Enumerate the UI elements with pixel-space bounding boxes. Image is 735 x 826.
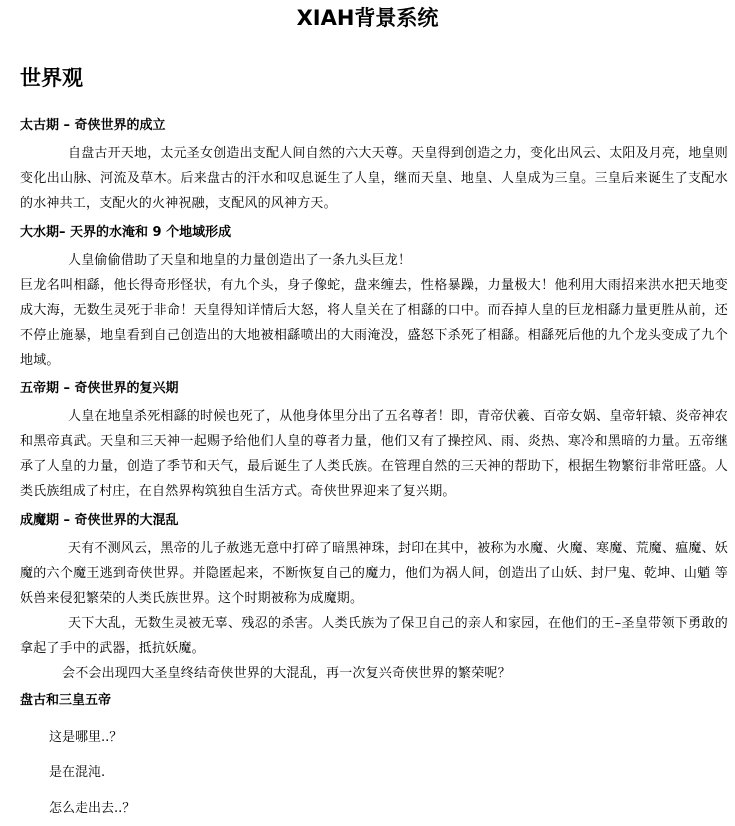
document-title: XIAH背景系统 [296,6,439,30]
paragraph: 自盘古开天地，太元圣女创造出支配人间自然的六大天尊。天皇得到创造之力，变化出风云、太阳及月亮，地皇则变化出山脉、河流及草木。后来盘古的汗水和叹息诞生了人皇，继而天皇、地皇、人皇成为三皇。三皇后来诞生了支配水的水神共工，支配火的火神祝融，支配风的风神方天。 [20,146,729,211]
dialog-line: 怎么走出去..？ [49,801,136,816]
paragraph: 会不会出现四大圣皇终结奇侠世界的大混乱，再一次复兴奇侠世界的繁荣呢？ [62,666,511,681]
dialog-line: 这是哪里..？ [49,730,123,745]
paragraph: 天下大乱，无数生灵被无辜、残忍的杀害。人类氏族为了保卫自己的亲人和家园，在他们的王–圣皇带领下勇敢的拿起了手中的武器，抵抗妖魔。 [20,616,728,656]
dialog-line: 是在混沌. [49,765,106,780]
section-flood-period [20,224,728,373]
section-pangu-three-sovereigns [20,692,728,716]
paragraph: 天有不测风云，黑帝的儿子赦逃无意中打碎了暗黑神珠，封印在其中，被称为水魔、火魔、寒魔、荒魔、瘟魔、妖魔的六个魔王逃到奇侠世界。并隐匿起来，不断恢复自己的魔力，他们为祸人间，创造出了山妖、封尸鬼、乾坤、山魈 等妖兽来侵犯繁荣的人类氏族世界。这个时期被称为成魔期。 [20,541,729,606]
section-title: 五帝期 – 奇侠世界的复兴期 [20,381,179,396]
section-ancient-period [20,117,728,216]
heading-worldview: 世界观 [20,66,83,90]
section-title: 盘古和三皇五帝 [20,693,112,708]
section-title: 太古期 – 奇侠世界的成立 [20,118,166,133]
section-five-emperors-period [20,380,728,504]
section-title: 大水期– 天界的水淹和 9 个地域形成 [20,225,232,240]
paragraph: 人皇在地皇杀死相繇的时候也死了，从他身体里分出了五名尊者！即，青帝伏羲、百帝女娲、皇帝轩辕、炎帝神农和黑帝真武。天皇和三天神一起赐予给他们人皇的尊者力量，他们又有了操控风、雨、炎热、寒冷和黑暗的力量。五帝继承了人皇的力量，创造了季节和天气，最后诞生了人类氏族。在管理自然的三天神的帮助下，根据生物繁衍非常旺盛。人类氏族组成了村庄，在自然界构筑独自生活方式。奇侠世界迎来了复兴期。 [20,409,729,499]
paragraph: 巨龙名叫相繇，他长得奇形怪状，有九个头，身子像蛇，盘来缠去，性格暴躁，力量极大！他利用大雨招来洪水把天地变成大海，无数生灵死于非命！天皇得知详情后大怒，将人皇关在了相繇的口中。而吞掉人皇的巨龙相繇力量更胜从前，还不停止施暴，地皇看到自己创造出的大地被相繇喷出的大雨淹没，盛怒下杀死了相繇。相繇死后他的九个龙头变成了九个地域。 [20,278,728,368]
paragraph: 人皇偷偷借助了天皇和地皇的力量创造出了一条九头巨龙！ [68,253,412,268]
section-title: 成魔期 – 奇侠世界的大混乱 [20,513,179,528]
section-demon-period [20,512,728,686]
